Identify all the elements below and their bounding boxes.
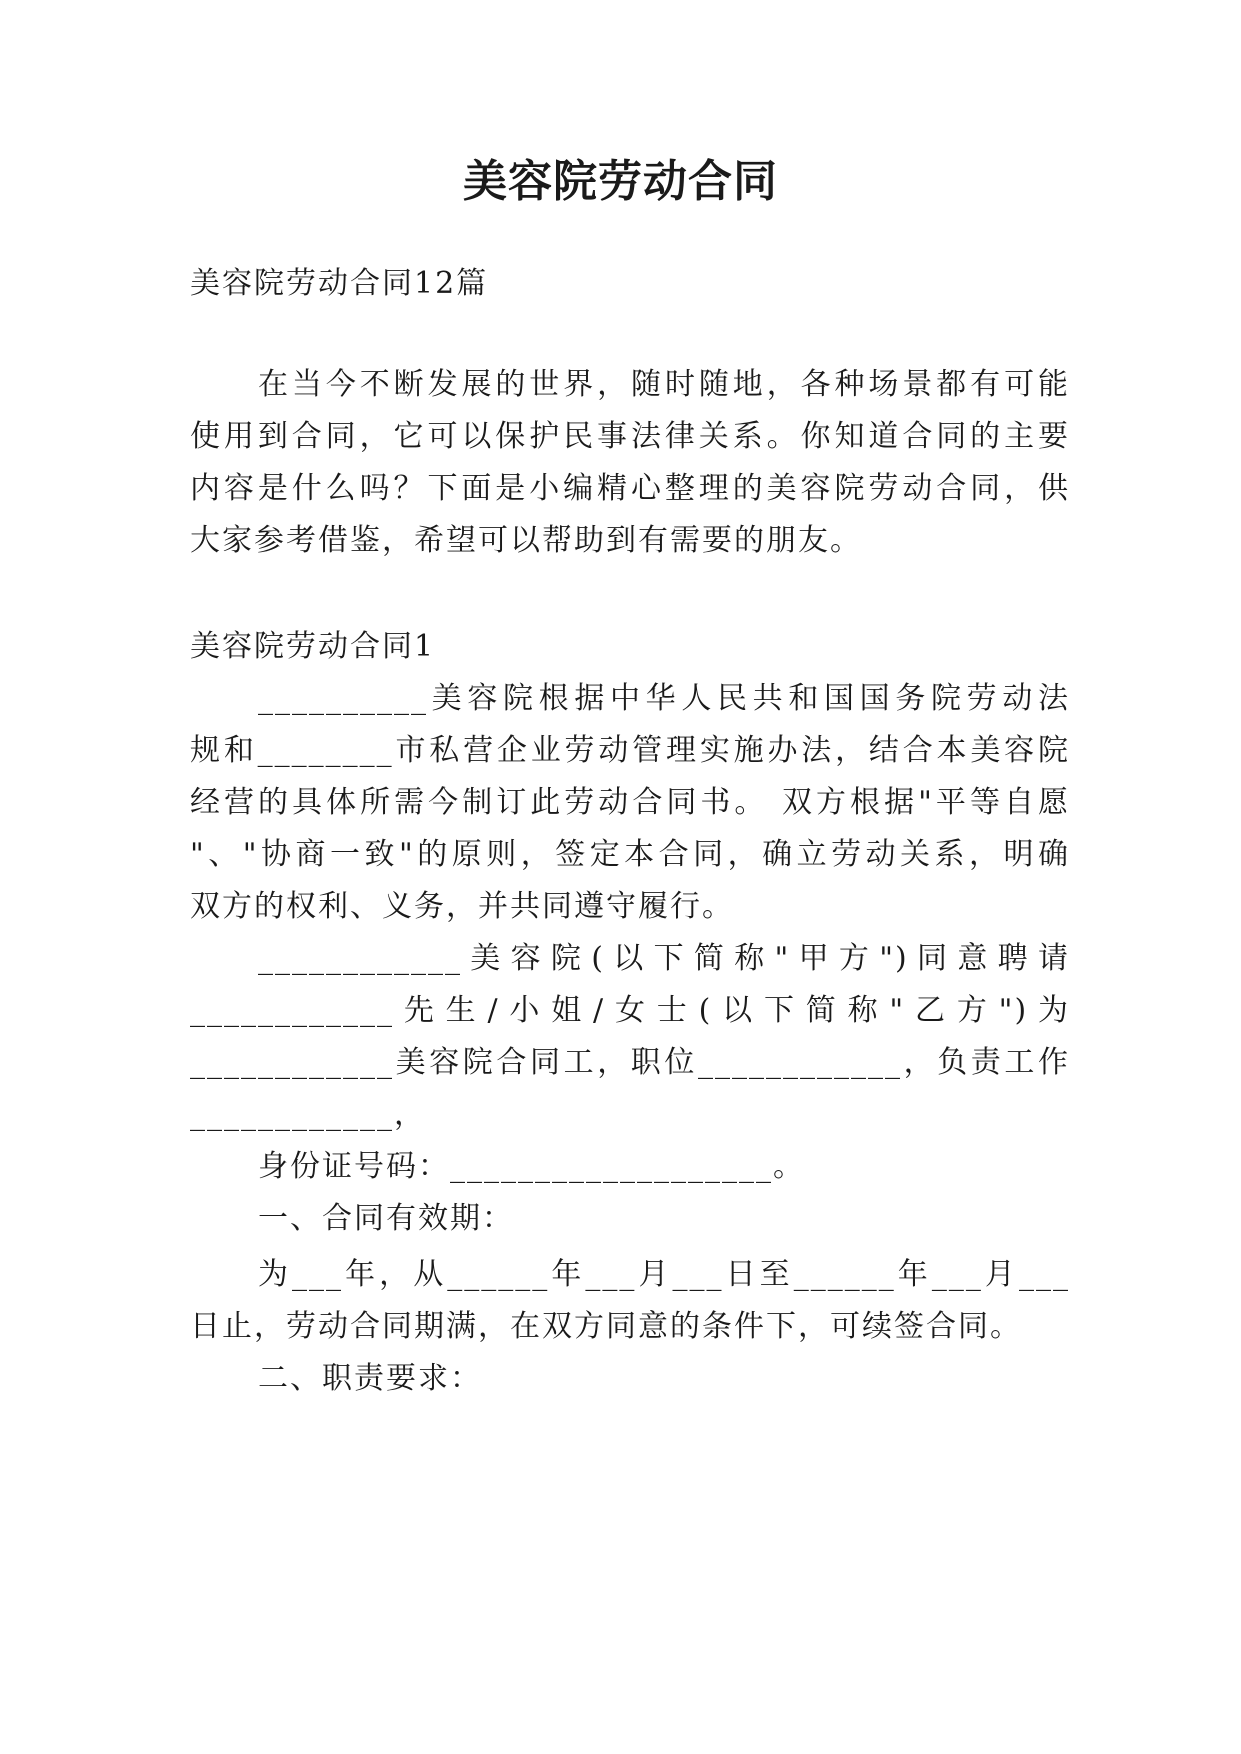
para2-line-4: ____________， <box>190 1097 426 1132</box>
para1-line-2: 规和________市私营企业劳动管理实施办法，结合本美容院 <box>190 733 1070 768</box>
para2-line-3: ____________美容院合同工，职位____________，负责工作 <box>190 1045 1070 1080</box>
section-heading: 美容院劳动合同1 <box>190 629 436 664</box>
intro-line-3: 内容是什么吗？下面是小编精心整理的美容院劳动合同，供 <box>190 471 1070 506</box>
id-number-line: 身份证号码：___________________。 <box>258 1149 805 1184</box>
document-title: 美容院劳动合同 <box>463 156 778 207</box>
clause1-line-1: 为___年，从______年___月___日至______年___月___ <box>258 1257 1070 1292</box>
para1-line-5: 双方的权利、义务，并共同遵守履行。 <box>190 889 734 924</box>
intro-line-2: 使用到合同，它可以保护民事法律关系。你知道合同的主要 <box>190 419 1070 454</box>
para2-line-1: ____________美容院(以下简称"甲方")同意聘请 <box>258 941 1070 976</box>
clause1-heading: 一、合同有效期： <box>258 1201 514 1236</box>
document-subtitle: 美容院劳动合同12篇 <box>190 266 489 301</box>
para2-line-2: ____________先生/小姐/女士(以下简称"乙方")为 <box>190 993 1070 1028</box>
para1-line-1: __________美容院根据中华人民共和国国务院劳动法 <box>258 681 1070 716</box>
para1-line-4: "、"协商一致"的原则，签定本合同，确立劳动关系，明确 <box>190 837 1070 872</box>
clause1-line-2: 日止，劳动合同期满，在双方同意的条件下，可续签合同。 <box>190 1309 1022 1344</box>
intro-line-1: 在当今不断发展的世界，随时随地，各种场景都有可能 <box>258 367 1070 402</box>
clause2-heading: 二、职责要求： <box>258 1361 482 1396</box>
intro-line-4: 大家参考借鉴，希望可以帮助到有需要的朋友。 <box>190 523 862 558</box>
para1-line-3: 经营的具体所需今制订此劳动合同书。 双方根据"平等自愿 <box>190 785 1070 820</box>
